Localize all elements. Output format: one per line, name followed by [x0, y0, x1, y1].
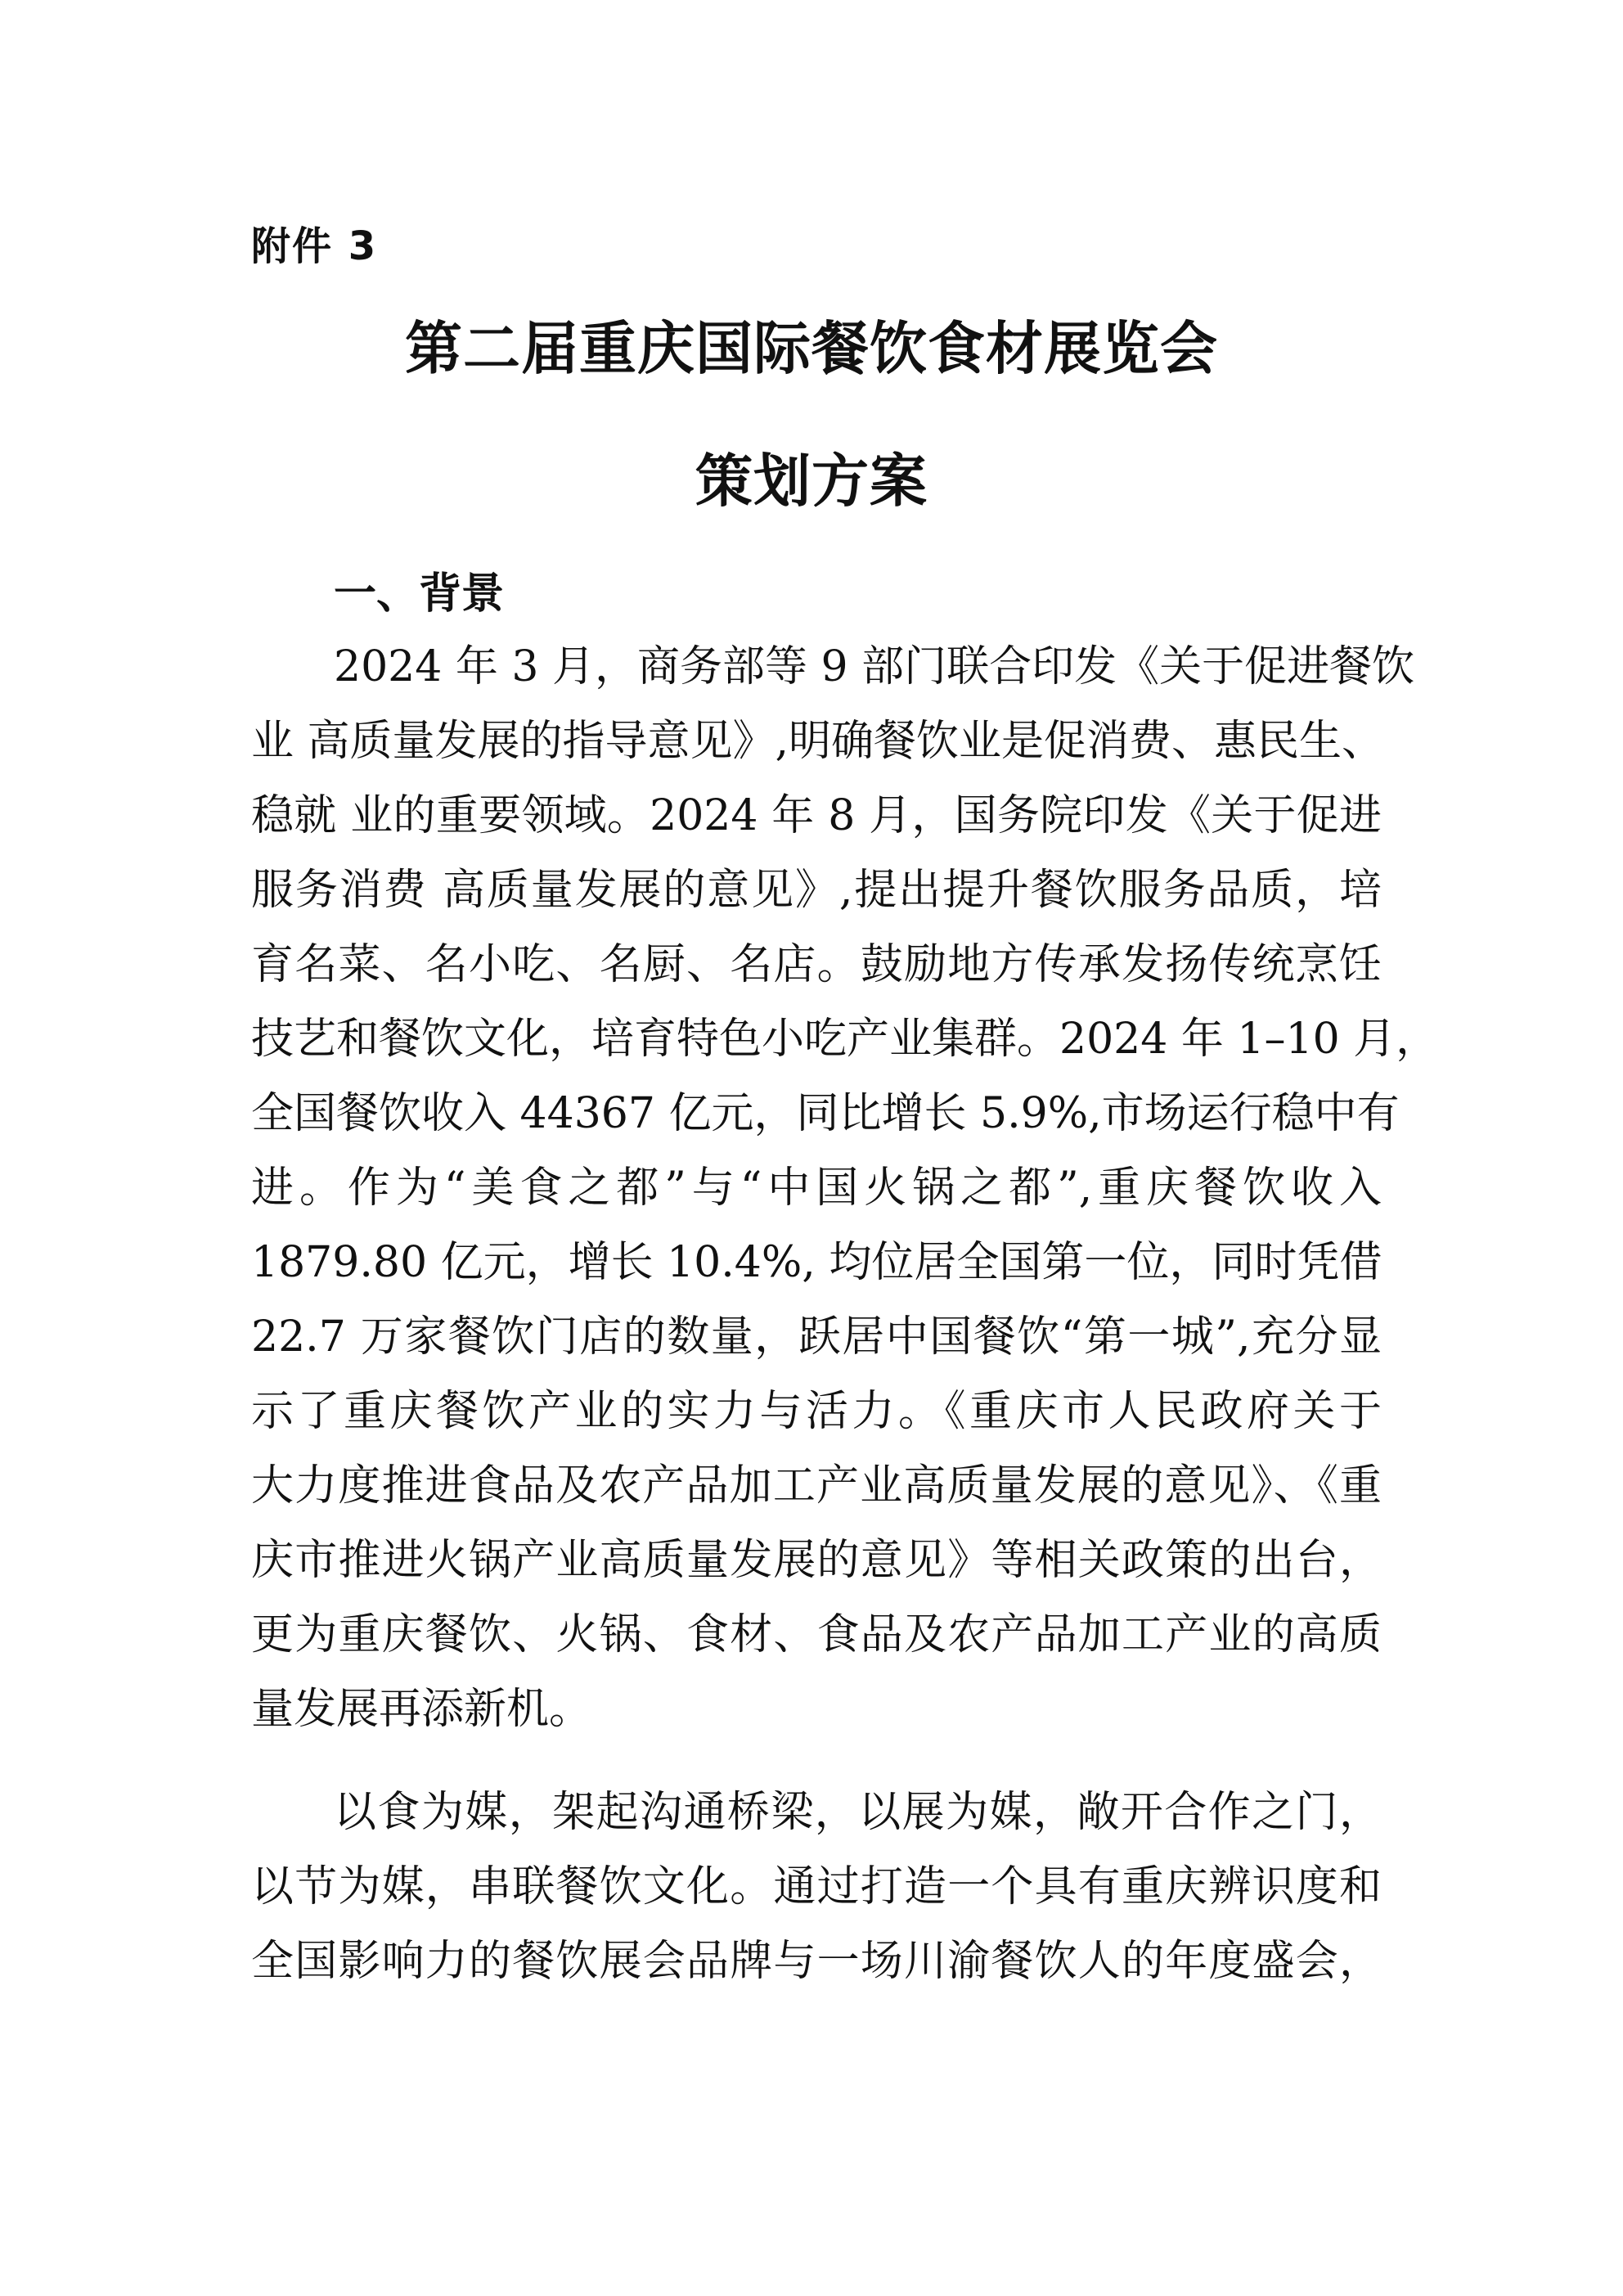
- paragraph-line: 示了重庆餐饮产业的实力与活力。《重庆市人民政府关于: [251, 1387, 1382, 1436]
- paragraph-line: 技艺和餐饮文化，培育特色小吃产业集群。2024 年 1–10 月，: [251, 1015, 1439, 1064]
- document-title: 第二届重庆国际餐饮食材展览会: [405, 315, 1218, 382]
- paragraph-line: 稳就 业的重要领域。2024 年 8 月，国务院印发《关于促进: [251, 791, 1382, 840]
- section-heading-background: 一、背景: [334, 569, 505, 619]
- paragraph-line: 庆市推进火锅产业高质量发展的意见》等相关政策的出台，: [251, 1536, 1382, 1585]
- paragraph-line: 更为重庆餐饮、火锅、食材、食品及农产品加工产业的高质: [251, 1610, 1382, 1659]
- paragraph-line: 以食为媒，架起沟通桥梁，以展为媒，敞开合作之门，: [334, 1788, 1382, 1837]
- paragraph-line: 量发展再添新机。: [251, 1685, 592, 1734]
- paragraph-line: 大力度推进食品及农产品加工产业高质量发展的意见》、《重: [251, 1461, 1382, 1510]
- paragraph-line: 以节为媒，串联餐饮文化。通过打造一个具有重庆辨识度和: [251, 1862, 1382, 1911]
- paragraph-line: 全国餐饮收入 44367 亿元，同比增长 5.9%,市场运行稳中有: [251, 1089, 1400, 1138]
- paragraph-line: 业 高质量发展的指导意见》,明确餐饮业是促消费、惠民生、: [251, 717, 1385, 766]
- paragraph-line: 进。作为“美食之都”与“中国火锅之都”,重庆餐饮收入: [251, 1164, 1382, 1213]
- paragraph-line: 育名菜、名小吃、名厨、名店。鼓励地方传承发扬传统烹饪: [251, 940, 1382, 989]
- paragraph-line: 1879.80 亿元，增长 10.4%, 均位居全国第一位，同时凭借: [251, 1238, 1382, 1287]
- paragraph-line: 全国影响力的餐饮展会品牌与一场川渝餐饮人的年度盛会，: [251, 1937, 1382, 1986]
- attachment-label: 附件 3: [251, 223, 378, 269]
- paragraph-line: 22.7 万家餐饮门店的数量，跃居中国餐饮“第一城”,充分显: [251, 1312, 1382, 1362]
- document-subtitle: 策划方案: [695, 448, 928, 515]
- paragraph-line: 2024 年 3 月，商务部等 9 部门联合印发《关于促进餐饮: [334, 642, 1415, 691]
- paragraph-line: 服务消费 高质量发展的意见》,提出提升餐饮服务品质，培: [251, 866, 1382, 915]
